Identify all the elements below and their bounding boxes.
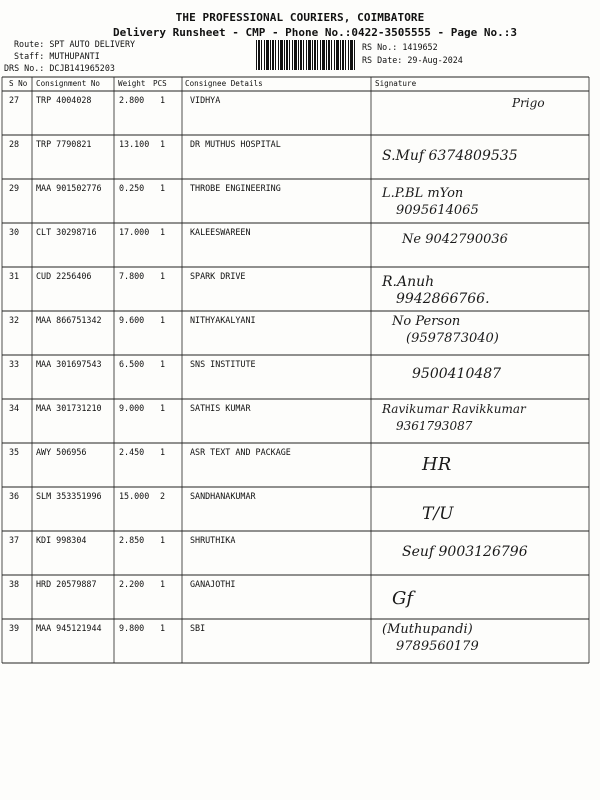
route-field (14, 39, 135, 50)
col-header-sno: S No (9, 79, 28, 88)
cell-weight: 7.800 (119, 271, 145, 281)
cell-sno: 36 (9, 491, 20, 501)
cell-weight: 9.600 (119, 315, 145, 325)
cell-sno: 32 (9, 315, 20, 325)
cell-consignment: MAA 945121944 (36, 623, 102, 633)
col-header-pcs: PCS (153, 79, 167, 88)
rs-no-field (362, 42, 438, 53)
cell-pcs: 2 (160, 491, 166, 501)
cell-consignment: MAA 301697543 (36, 359, 102, 369)
barcode (256, 40, 356, 70)
signature-handwriting: L.P.BL mYon (382, 186, 464, 201)
cell-sno: 29 (9, 183, 20, 193)
signature-handwriting: 9095614065 (396, 203, 479, 218)
cell-consignment: CLT 30298716 (36, 227, 97, 237)
cell-weight: 2.200 (119, 579, 145, 589)
cell-consignment: MAA 866751342 (36, 315, 102, 325)
signature-handwriting: (9597873040) (406, 331, 499, 346)
cell-consignee: SHRUTHIKA (190, 535, 236, 545)
cell-sno: 30 (9, 227, 20, 237)
cell-sno: 31 (9, 271, 20, 281)
cell-consignment: TRP 7790821 (36, 139, 92, 149)
cell-consignee: SNS INSTITUTE (190, 359, 256, 369)
cell-sno: 35 (9, 447, 20, 457)
signature-handwriting: 9942866766. (396, 291, 490, 307)
signature-handwriting: Ne 9042790036 (402, 232, 508, 247)
cell-consignment: KDI 998304 (36, 535, 87, 545)
rs-no-value: 1419652 (402, 42, 438, 52)
cell-weight: 9.000 (119, 403, 145, 413)
cell-pcs: 1 (160, 183, 166, 193)
cell-sno: 39 (9, 623, 20, 633)
cell-pcs: 1 (160, 579, 166, 589)
signature-handwriting: R.Anuh (382, 274, 435, 290)
cell-sno: 33 (9, 359, 20, 369)
cell-consignee: SATHIS KUMAR (190, 403, 251, 413)
rs-date-label: RS Date: (362, 55, 403, 65)
signature-handwriting: 9500410487 (412, 366, 502, 382)
signature-handwriting: 9361793087 (396, 419, 473, 433)
signature-handwriting: Ravikumar Ravikkumar (382, 402, 526, 416)
signature-handwriting: (Muthupandi) (382, 622, 473, 637)
cell-consignee: GANAJOTHI (190, 579, 236, 589)
cell-consignment: AWY 506956 (36, 447, 87, 457)
drs-field (4, 63, 115, 74)
cell-pcs: 1 (160, 227, 166, 237)
cell-consignee: SPARK DRIVE (190, 271, 246, 281)
col-header-signature: Signature (375, 79, 417, 88)
cell-pcs: 1 (160, 95, 166, 105)
cell-weight: 13.100 (119, 139, 150, 149)
cell-consignee: DR MUTHUS HOSPITAL (190, 139, 281, 149)
cell-pcs: 1 (160, 447, 166, 457)
cell-consignment: HRD 20579887 (36, 579, 97, 589)
rs-date-value: 29-Aug-2024 (407, 55, 463, 65)
staff-field (14, 51, 100, 62)
col-header-weight: Weight (118, 79, 146, 88)
cell-weight: 6.500 (119, 359, 145, 369)
signature-handwriting: No Person (392, 314, 461, 329)
cell-sno: 28 (9, 139, 20, 149)
cell-consignment: TRP 4004028 (36, 95, 92, 105)
cell-consignment: MAA 301731210 (36, 403, 102, 413)
signature-handwriting: HR (422, 454, 452, 475)
rs-no-label: RS No.: (362, 42, 398, 52)
signature-handwriting: T/U (422, 504, 454, 524)
signature-handwriting: Prigo (512, 96, 545, 110)
drs-value: DCJB141965203 (49, 63, 115, 73)
col-header-consignment: Consignment No (36, 79, 101, 88)
cell-consignee: ASR TEXT AND PACKAGE (190, 447, 291, 457)
cell-weight: 2.850 (119, 535, 145, 545)
cell-consignment: SLM 353351996 (36, 491, 102, 501)
route-label: Route: (14, 39, 45, 49)
cell-consignee: SANDHANAKUMAR (190, 491, 256, 501)
cell-pcs: 1 (160, 271, 166, 281)
signature-handwriting: S.Muf 6374809535 (382, 148, 518, 164)
route-value: SPT AUTO DELIVERY (49, 39, 136, 49)
runsheet-subtitle: Delivery Runsheet - CMP - Phone No.:0422-3505555 - Page No.:3 (113, 26, 517, 39)
cell-weight: 0.250 (119, 183, 145, 193)
cell-weight: 17.000 (119, 227, 150, 237)
cell-sno: 38 (9, 579, 20, 589)
cell-weight: 15.000 (119, 491, 150, 501)
signature-handwriting: Seuf 9003126796 (402, 544, 528, 560)
cell-consignment: MAA 901502776 (36, 183, 102, 193)
cell-consignee: KALEESWAREEN (190, 227, 251, 237)
rs-date-field (362, 55, 463, 66)
cell-pcs: 1 (160, 535, 166, 545)
staff-label: Staff: (14, 51, 45, 61)
cell-pcs: 1 (160, 403, 166, 413)
cell-consignee: THROBE ENGINEERING (190, 183, 281, 193)
cell-weight: 2.450 (119, 447, 145, 457)
cell-sno: 27 (9, 95, 20, 105)
cell-pcs: 1 (160, 315, 166, 325)
cell-sno: 34 (9, 403, 20, 413)
cell-consignee: VIDHYA (190, 95, 221, 105)
cell-consignee: NITHYAKALYANI (190, 315, 256, 325)
cell-weight: 9.800 (119, 623, 145, 633)
cell-pcs: 1 (160, 139, 166, 149)
drs-label: DRS No.: (4, 63, 45, 73)
cell-pcs: 1 (160, 359, 166, 369)
cell-consignment: CUD 2256406 (36, 271, 92, 281)
cell-consignee: SBI (190, 623, 206, 633)
signature-handwriting: Gf (392, 588, 414, 609)
cell-weight: 2.800 (119, 95, 145, 105)
company-title: THE PROFESSIONAL COURIERS, COIMBATORE (175, 11, 425, 24)
col-header-consignee: Consignee Details (185, 79, 263, 88)
cell-sno: 37 (9, 535, 20, 545)
signature-handwriting: 9789560179 (396, 639, 479, 654)
cell-pcs: 1 (160, 623, 166, 633)
staff-value: MUTHUPANTI (49, 51, 100, 61)
